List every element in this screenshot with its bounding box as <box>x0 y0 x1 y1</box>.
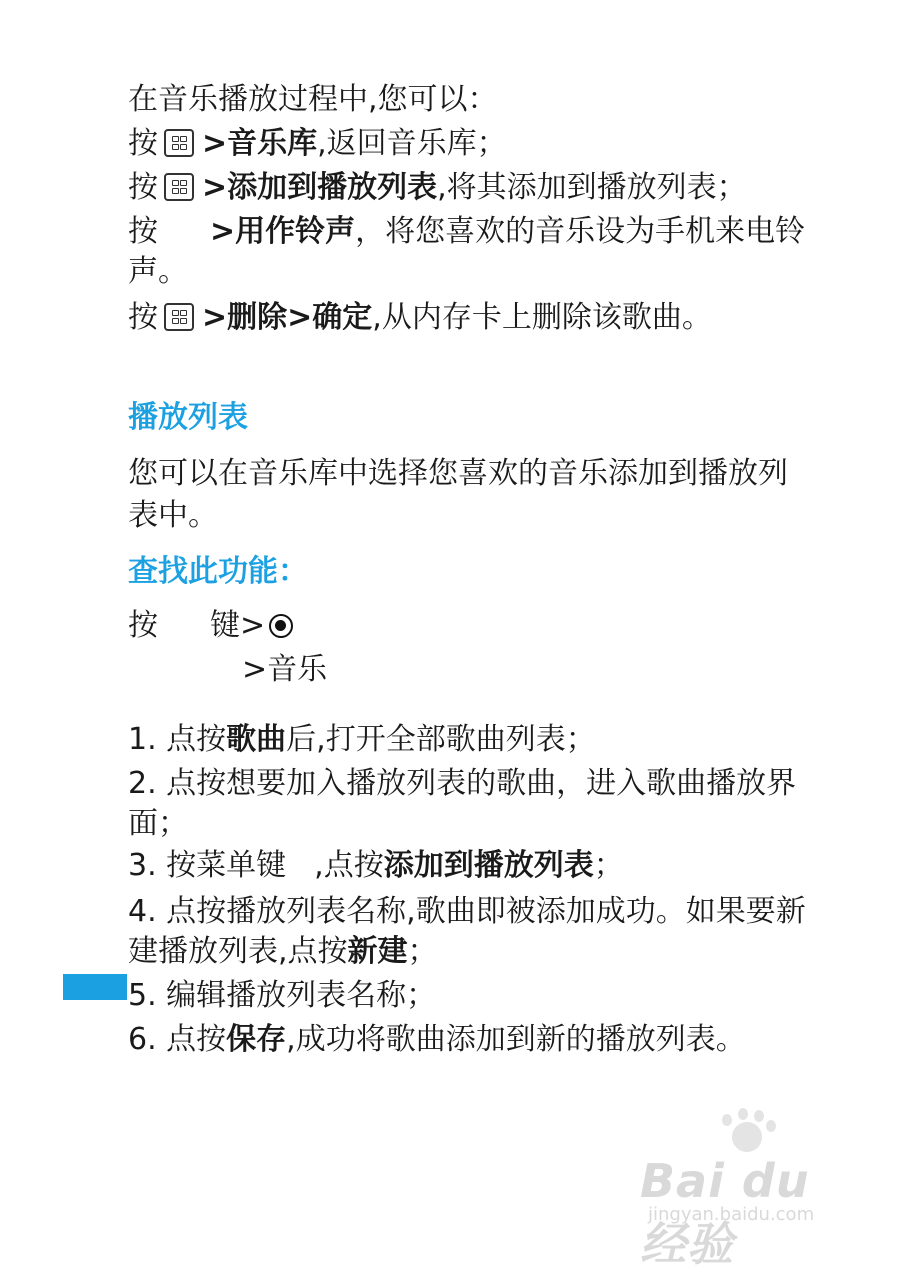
action-label: 用作铃声 <box>235 214 356 249</box>
find-feature-path <box>128 604 293 648</box>
step-bold: 歌曲 <box>226 722 287 757</box>
section-desc-line2: 表中。 <box>128 498 218 533</box>
step-text: 3. 按菜单键 <box>128 848 287 883</box>
press-label: 按 <box>128 300 158 335</box>
menu-key-icon <box>164 173 194 201</box>
step-5: 5. 编辑播放列表名称； <box>128 978 437 1013</box>
intro-line: 在音乐播放过程中,您可以： <box>128 82 498 117</box>
gt-sign: > <box>202 300 228 335</box>
paw-toe <box>754 1110 764 1122</box>
section-title: 播放列表 <box>128 400 248 435</box>
paw-icon <box>732 1122 762 1152</box>
gt-sign: > <box>202 170 228 205</box>
press-label: 按 <box>128 170 158 205</box>
menu-key-icon <box>164 129 194 157</box>
step-bold: 新建 <box>347 934 408 969</box>
step-2-line1: 2. 点按想要加入播放列表的歌曲，进入歌曲播放界 <box>128 766 797 801</box>
action-desc: ,返回音乐库； <box>317 126 507 161</box>
baidu-watermark <box>640 1120 860 1271</box>
action-label: 音乐库 <box>227 126 318 161</box>
action-label: 删除>确定 <box>227 300 373 335</box>
intro-item-delete <box>128 296 712 340</box>
radio-button-icon <box>269 614 293 638</box>
step-text: ； <box>407 934 438 969</box>
step-text: 建播放列表,点按 <box>128 934 348 969</box>
step-text: ； <box>593 848 624 883</box>
step-text: 6. 点按 <box>128 1022 227 1057</box>
intro-item-ringtone-wrap: 声。 <box>128 254 188 289</box>
press-label: 按 <box>128 608 158 643</box>
action-desc: ,从内存卡上删除该歌曲。 <box>372 300 712 335</box>
step-text: 1. 点按 <box>128 722 227 757</box>
step-text: ,点按 <box>314 848 384 883</box>
find-feature-title: 查找此功能： <box>128 554 308 589</box>
intro-item-ringtone <box>128 210 805 254</box>
paw-toe <box>738 1108 748 1120</box>
step-1 <box>128 718 596 762</box>
step-3 <box>128 844 624 888</box>
paw-toe <box>766 1120 776 1132</box>
find-feature-music: >音乐 <box>242 652 328 687</box>
action-label: 添加到播放列表 <box>227 170 438 205</box>
step-6 <box>128 1018 746 1062</box>
step-4-line1: 4. 点按播放列表名称,歌曲即被添加成功。如果要新 <box>128 894 806 929</box>
intro-item-add-playlist <box>128 166 747 210</box>
press-label: 按 <box>128 214 158 249</box>
baidu-url: jingyan.baidu.com <box>648 1204 815 1225</box>
menu-key-icon <box>164 303 194 331</box>
step-bold: 保存 <box>226 1022 287 1057</box>
press-label: 按 <box>128 126 158 161</box>
gt-sign: > <box>202 126 228 161</box>
paw-toe <box>722 1114 732 1126</box>
step-text: ,成功将歌曲添加到新的播放列表。 <box>286 1022 746 1057</box>
step-4-line2 <box>128 930 438 974</box>
key-label: 键> <box>210 608 266 643</box>
gt-sign: > <box>210 214 236 249</box>
baidu-logo: Bai du 经验 <box>640 1154 810 1271</box>
step-bold: 添加到播放列表 <box>383 848 594 883</box>
section-desc-line1: 您可以在音乐库中选择您喜欢的音乐添加到播放列 <box>128 456 788 491</box>
step-2-line2: 面； <box>128 806 188 841</box>
action-desc: ，将您喜欢的音乐设为手机来电铃 <box>355 214 806 249</box>
intro-item-music-library <box>128 122 507 166</box>
step-text: 后,打开全部歌曲列表； <box>286 722 596 757</box>
page-accent-bar <box>63 974 127 1000</box>
action-desc: ,将其添加到播放列表； <box>437 170 747 205</box>
